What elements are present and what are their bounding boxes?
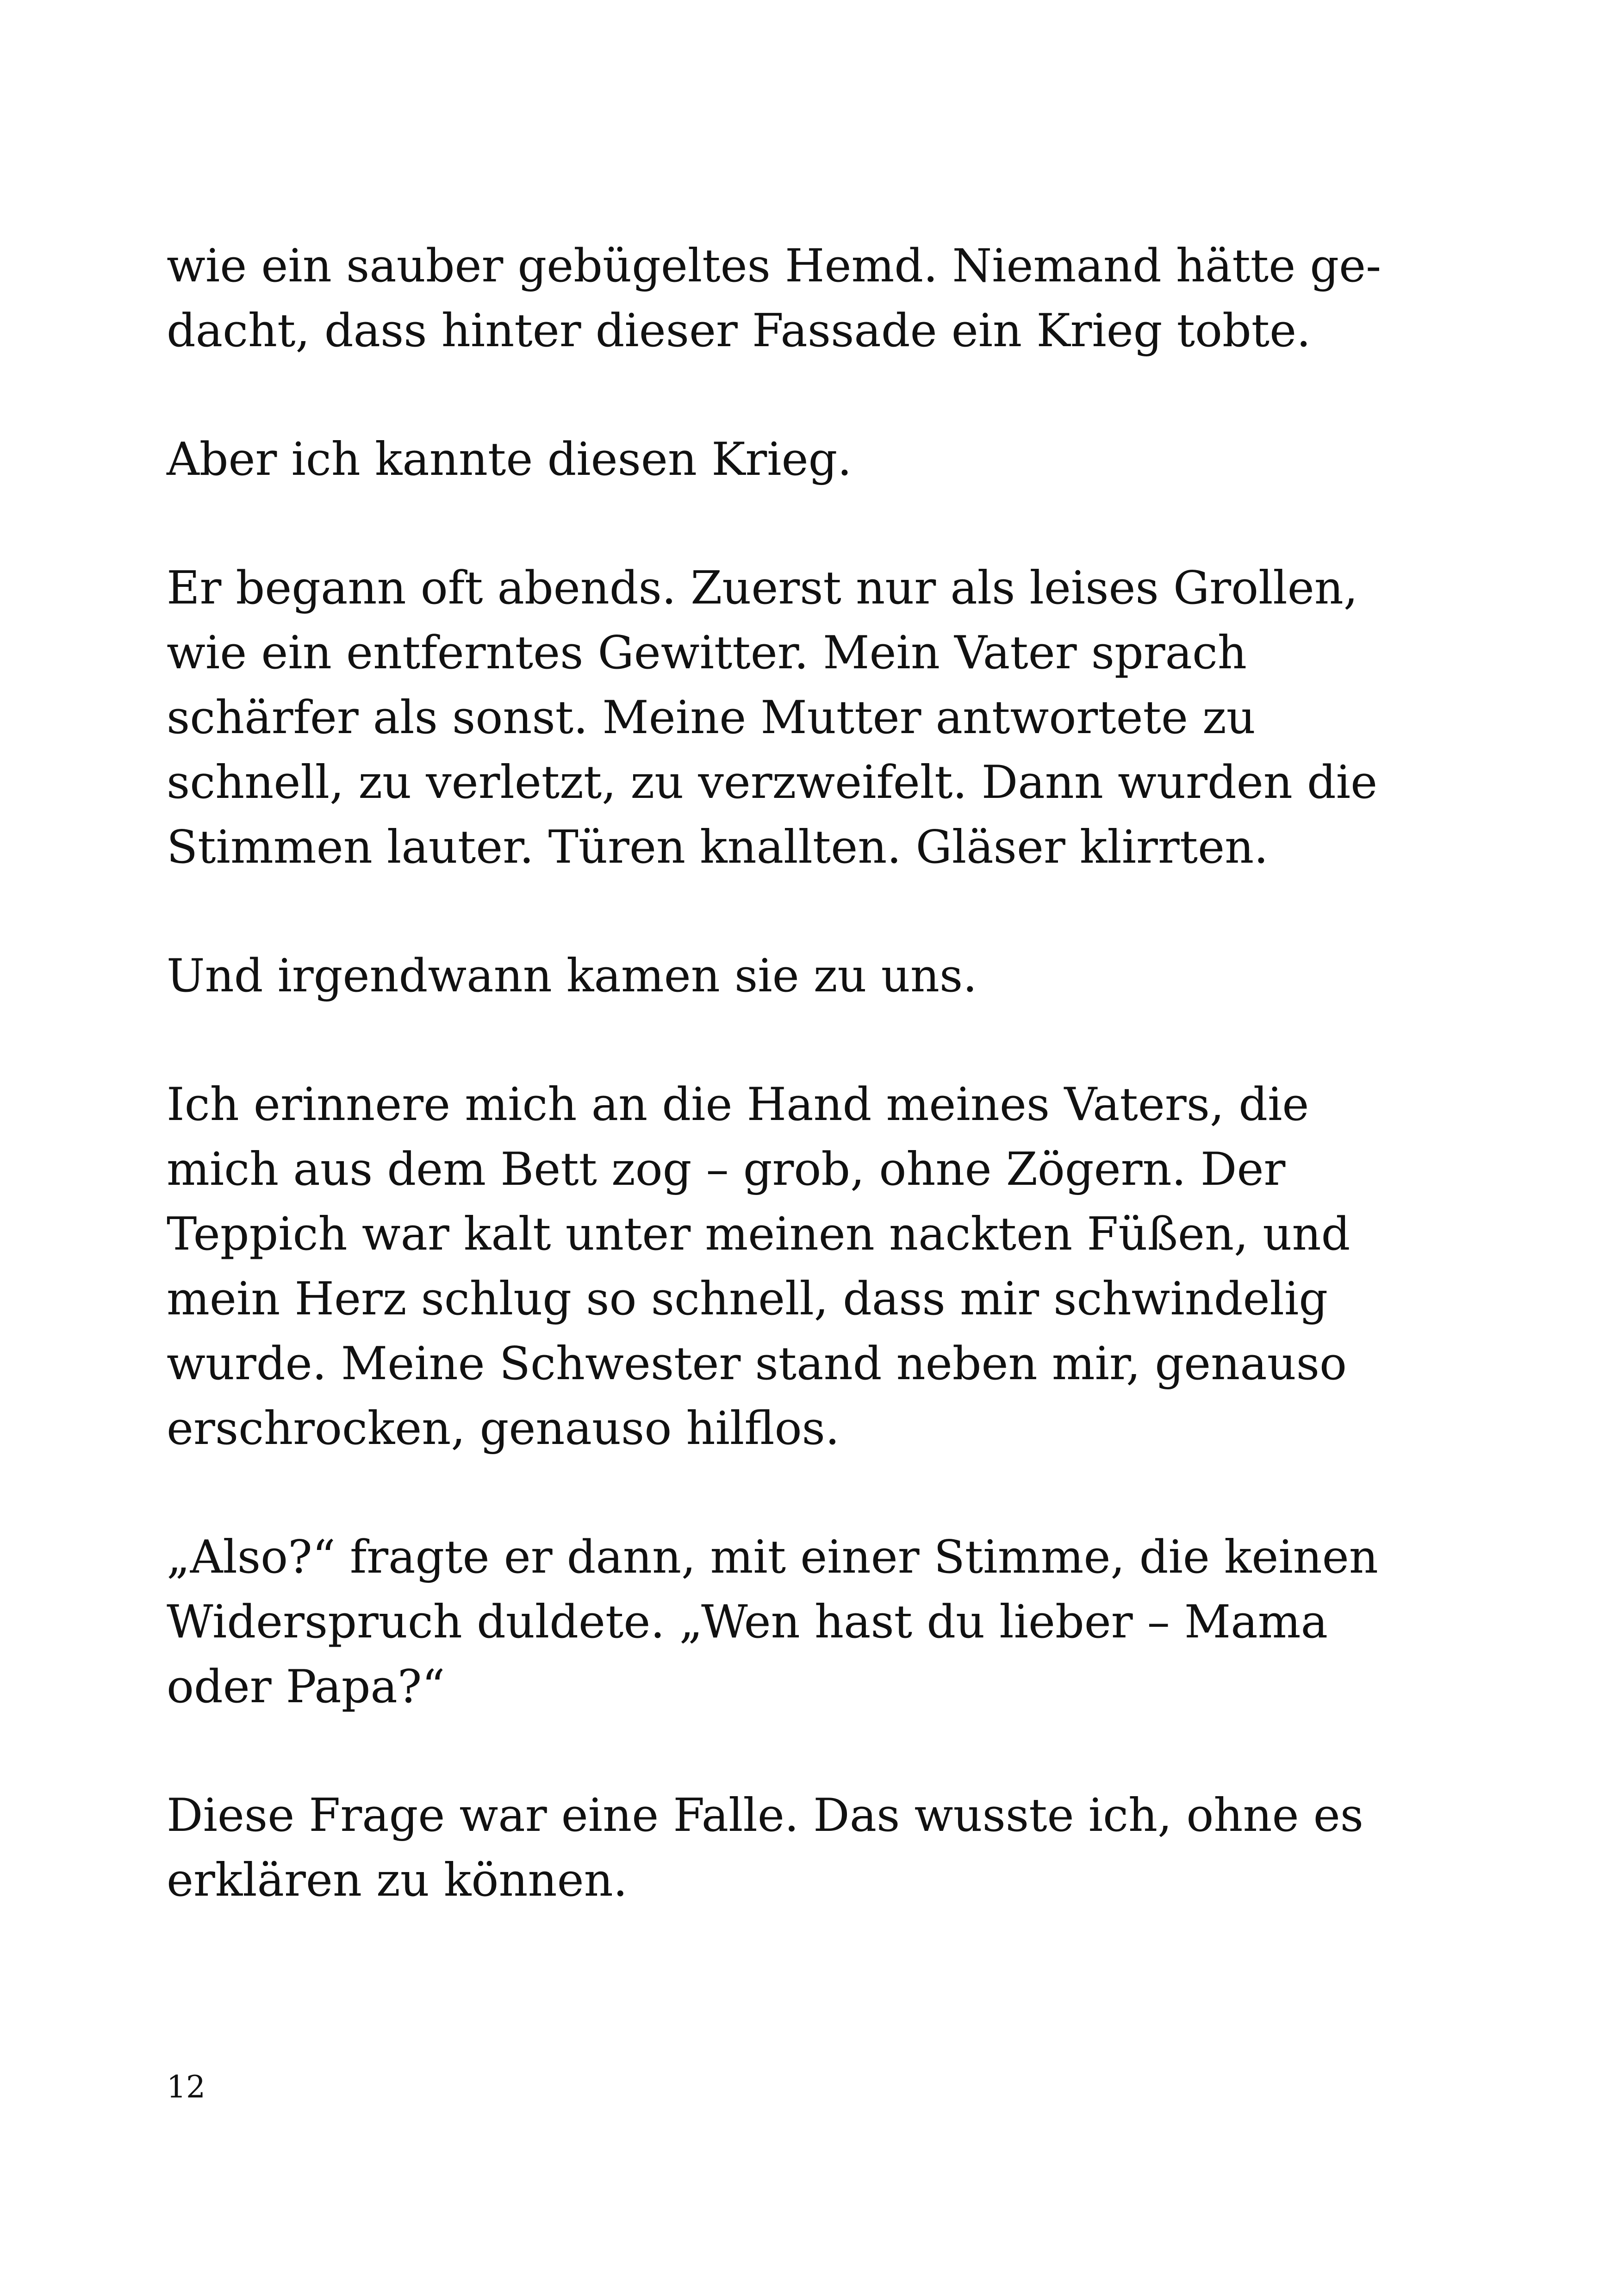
paragraph (167, 234, 1462, 363)
paragraph (167, 1525, 1462, 1719)
paragraph (167, 1783, 1462, 1913)
text-line: Teppich war kalt unter meinen nackten Füßen, und (167, 1208, 1350, 1261)
text-line: wurde. Meine Schwester stand neben mir, genauso (167, 1338, 1347, 1390)
text-line: Widerspruch duldete. „Wen hast du lieber – Mama (167, 1596, 1328, 1649)
text-line: schärfer als sonst. Meine Mutter antwortete zu (167, 691, 1256, 744)
text-line: mich aus dem Bett zog – grob, ohne Zögern. Der (167, 1143, 1286, 1196)
paragraph (167, 427, 1462, 492)
text-line: Diese Frage war eine Falle. Das wusste ich, ohne es (167, 1789, 1364, 1842)
text-line: erklären zu können. (167, 1854, 628, 1907)
text-line: dacht, dass hinter dieser Fassade ein Krieg tobte. (167, 305, 1311, 357)
text-line: wie ein entferntes Gewitter. Mein Vater sprach (167, 627, 1247, 679)
text-line: schnell, zu verletzt, zu verzweifelt. Dann wurden die (167, 756, 1378, 809)
paragraph (167, 1072, 1462, 1461)
paragraph (167, 944, 1462, 1008)
text-line: Aber ich kannte diesen Krieg. (167, 433, 852, 486)
text-line: wie ein sauber gebügeltes Hemd. Niemand hätte ge- (167, 240, 1382, 292)
text-line: erschrocken, genauso hilflos. (167, 1402, 840, 1455)
text-line: oder Papa?“ (167, 1661, 445, 1713)
text-line: Und irgendwann kamen sie zu uns. (167, 950, 977, 1002)
text-line: Er begann oft abends. Zuerst nur als leises Grollen, (167, 562, 1358, 615)
text-line: Stimmen lauter. Türen knallten. Gläser klirrten. (167, 821, 1269, 874)
text-line: mein Herz schlug so schnell, dass mir schwindelig (167, 1273, 1328, 1325)
paragraph (167, 556, 1462, 880)
text-line: „Also?“ fragte er dann, mit einer Stimme, die keinen (167, 1531, 1378, 1584)
body-text (167, 234, 1462, 1913)
page-number: 12 (167, 2069, 205, 2105)
text-line: Ich erinnere mich an die Hand meines Vaters, die (167, 1078, 1309, 1131)
